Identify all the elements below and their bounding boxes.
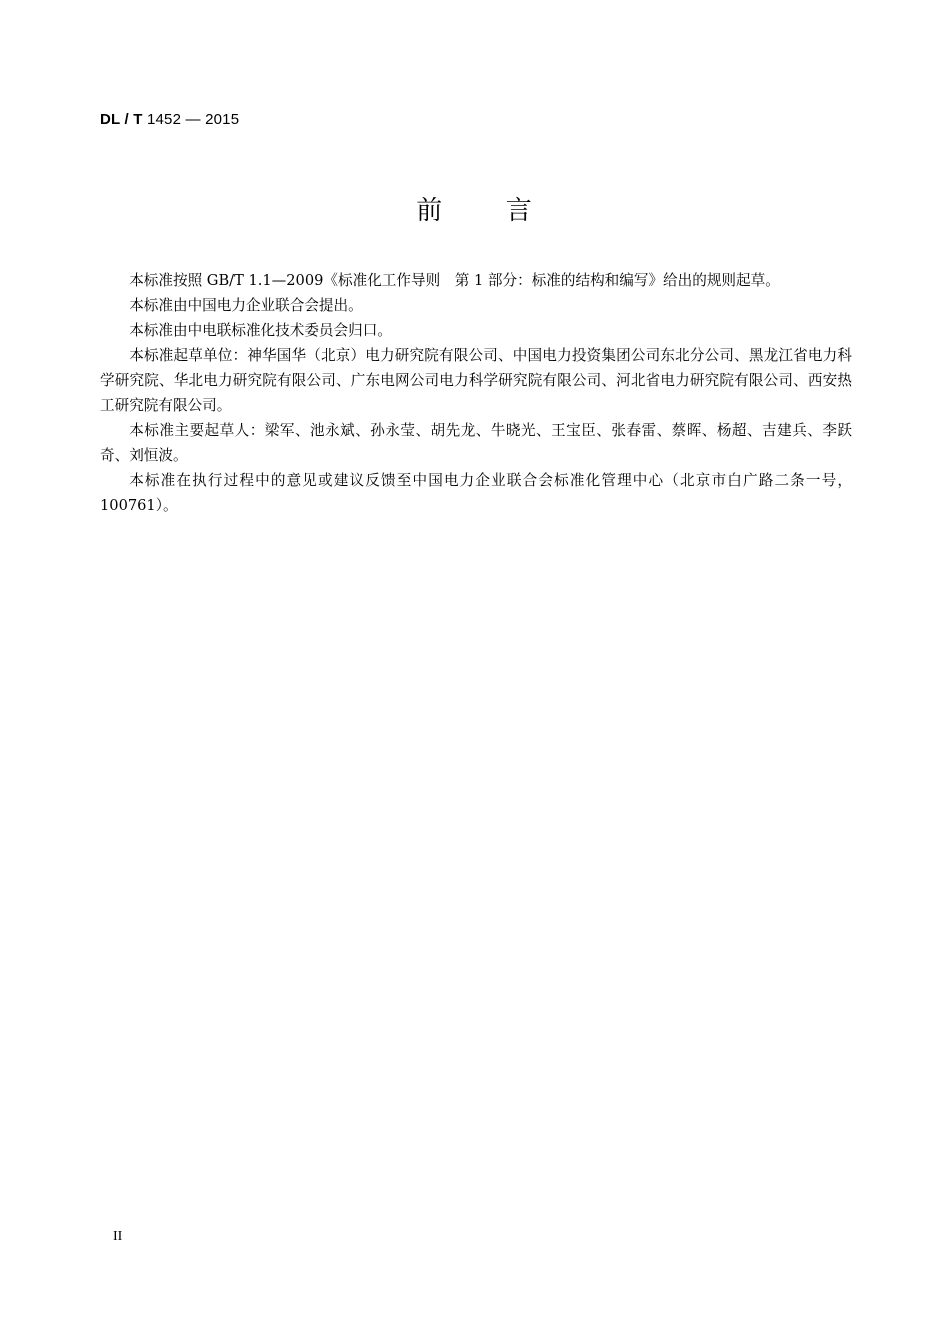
paragraph-drafting-units: 本标准起草单位：神华国华（北京）电力研究院有限公司、中国电力投资集团公司东北分公司、黑龙江省电力科学研究院、华北电力研究院有限公司、广东电网公司电力科学研究院有限公司、河北省电力研究院有限公司、西安热工研究院有限公司。 [100,347,852,414]
page-title: 前 言 [416,196,534,226]
paragraph-committee: 本标准由中电联标准化技术委员会归口。 [129,322,392,339]
standard-code-number: 1452 — 2015 [142,111,240,128]
foreword-body [100,268,852,518]
standard-code-prefix: DL / T [100,111,143,128]
paragraph-drafting-rules: 本标准按照 GB/T 1.1—2009《标准化工作导则 第 1 部分：标准的结构和编写》给出的规则起草。 [129,272,780,289]
paragraph-drafters: 本标准主要起草人：梁军、池永斌、孙永莹、胡先龙、牛晓光、王宝臣、张春雷、蔡晖、杨超、吉建兵、李跃奇、刘恒波。 [100,422,852,464]
standard-code [100,111,239,128]
paragraph-feedback: 本标准在执行过程中的意见或建议反馈至中国电力企业联合会标准化管理中心（北京市白广路二条一号，100761）。 [100,472,852,514]
page-number: II [113,1229,123,1244]
paragraph-proposer: 本标准由中国电力企业联合会提出。 [129,297,363,314]
